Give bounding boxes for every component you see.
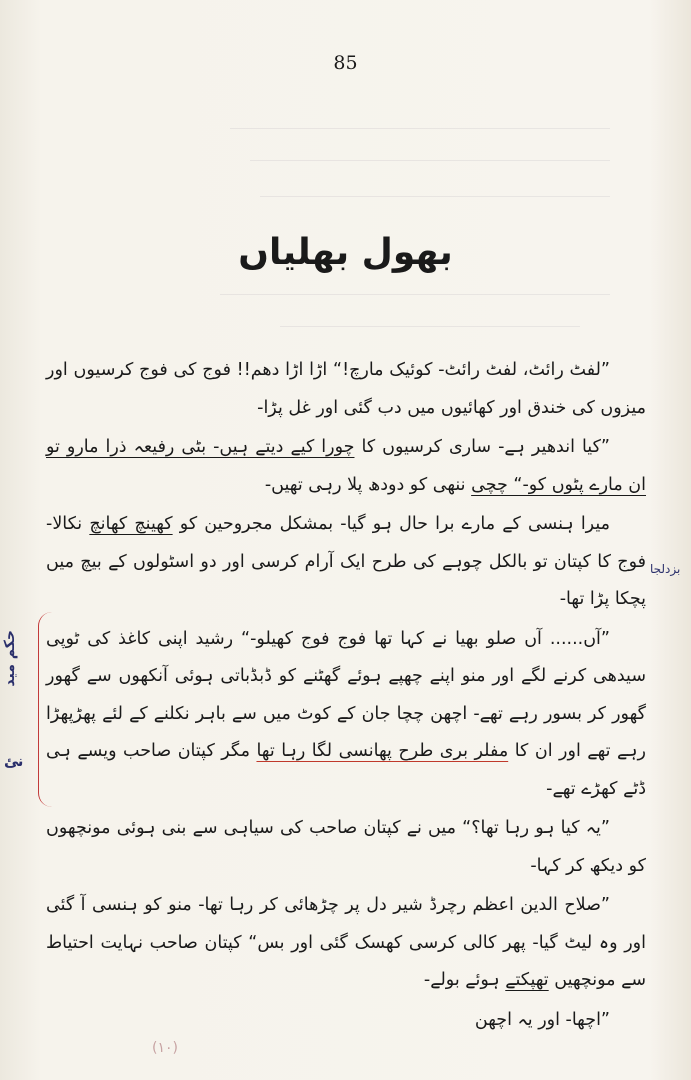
paragraph-text: ”آں...... آں صلو بھیا نے کہا تھا فوج فوج کھیلو-“ رشید اپنی کاغذ کی ٹوپی سیدھی کرنے لگے اور منو اپنے چھپے ہوئے گھٹنے کو ڈبڈباتی ہوئی آنکھوں سے گھور گھور کر بسور رہے تھے- اچھن چچا جان کے کوٹ میں سے باہر نکلنے کے لئے پھڑپھڑا رہے تھے اور ان کا <box>46 628 646 761</box>
underlined-text: مفلر بری طرح پھانسی لگا رہا تھا <box>256 741 509 761</box>
corner-mark: (۱۰) <box>152 1040 178 1056</box>
paragraph <box>46 429 646 504</box>
margin-note-left-lower: نئ <box>4 752 24 770</box>
paragraph-text: میرا ہنسی کے مارے برا حال ہو گیا- بمشکل مجروحین کو <box>179 514 610 534</box>
bleed-through-line <box>250 160 610 161</box>
paragraph-text: ”صلاح الدین اعظم رچرڈ شیر دل پر چڑھائی کر رہا تھا- منو کو ہنسی آ گئی اور وہ لیٹ گیا- پھر کالی کرسی کھسک گئی اور بس“ کپتان صاحب نہایت احتیاط سے مونچھیں <box>46 895 646 990</box>
paragraph <box>46 810 646 885</box>
paragraph <box>46 506 646 619</box>
paragraph-text: ہوئے بولے- <box>423 970 500 990</box>
paragraph-text: ننھی کو دودھ پلا رہی تھیں- <box>264 474 466 495</box>
margin-bracket <box>38 612 53 807</box>
paragraph-text: نکالا- فوج کا کپتان تو بالکل چوہے کی طرح ایک آرام کرسی اور دو اسٹولوں کے بیچ میں پچکا پڑا تھا- <box>46 514 646 609</box>
paragraph <box>46 1002 646 1040</box>
underlined-text: کھینچ کھانچ <box>89 514 173 534</box>
paragraph-text: ”اچھا- اور یہ اچھن <box>474 1009 610 1030</box>
margin-note-right: بزدلجا <box>650 562 681 576</box>
page-number: 85 <box>333 52 358 74</box>
paragraph-text: ”کیا اندھیر ہے- ساری کرسیوں کا <box>361 437 610 457</box>
bleed-through-line <box>280 326 580 327</box>
margin-note-left: حکم مید <box>2 630 18 687</box>
underlined-text: تھپکتے <box>505 970 549 990</box>
paragraph-text: ”لفٹ رائٹ، لفٹ رائٹ- کوئیک مارچ!“ اڑا اڑا دھم!! فوج کی فوج کرسیوں اور میزوں کی خندق اور کھائیوں میں دب گئی اور غل پڑا- <box>46 360 646 418</box>
body-text <box>46 352 646 1041</box>
underlined-text: چورا کیے دیتے ہیں- بٹی رفیعہ ذرا مارو تو ان مارے پٹوں کو-“ چچی <box>46 437 646 495</box>
bleed-through-line <box>260 196 610 197</box>
bleed-through-line <box>220 294 610 295</box>
paragraph-text: ”یہ کیا ہو رہا تھا؟“ میں نے کپتان صاحب کی سیاہی سے بنی ہوئی مونچھوں کو دیکھ کر کہا- <box>46 818 646 876</box>
bleed-through-line <box>230 128 610 129</box>
chapter-title: بھول بھلیاں <box>238 232 453 273</box>
paragraph <box>46 621 646 809</box>
paragraph-text: مگر کپتان صاحب ویسے ہی ڈٹے کھڑے تھے- <box>46 741 646 799</box>
paragraph <box>46 352 646 427</box>
paragraph <box>46 887 646 1000</box>
